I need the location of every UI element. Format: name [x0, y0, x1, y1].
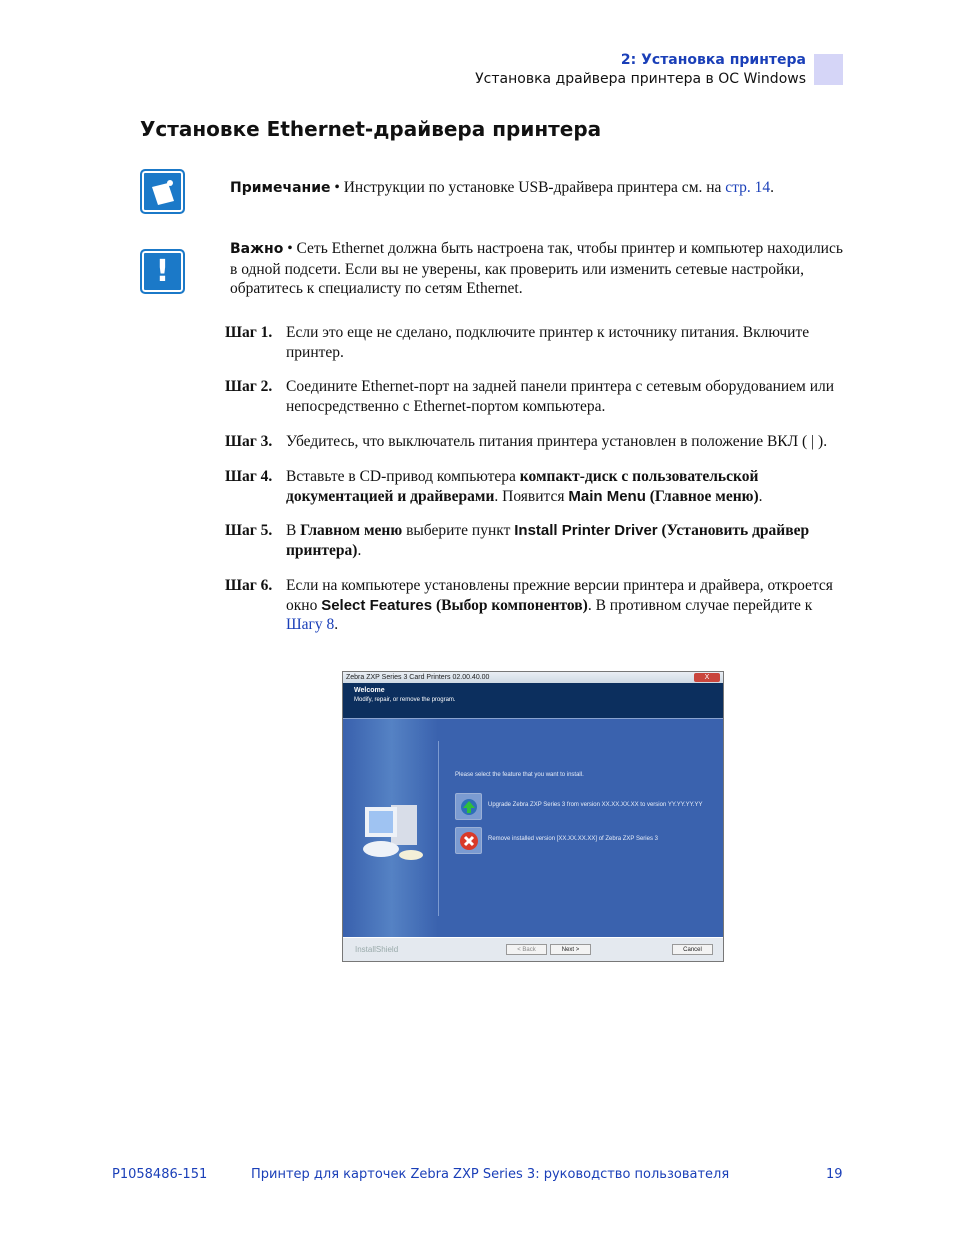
important-label: Важно — [230, 241, 284, 257]
step-text: Соедините Ethernet-порт на задней панели принтера с сетевым оборудованием или непосредственно с Ethernet-портом компьютера. — [286, 378, 835, 415]
important-text: • Сеть Ethernet должна быть настроена так, чтобы принтер и компьютер находились в одной подсети. Если вы не уверены, как проверить или изменить сетевые настройки, обратитесь к специалисту по сетям Ethernet. — [230, 240, 843, 297]
dialog-prompt: Please select the feature that you want to install. — [455, 772, 584, 778]
step-3 — [225, 432, 845, 452]
step-number: Шаг 6. — [225, 577, 273, 594]
green-arrow-up-icon — [461, 799, 477, 815]
note-end: . — [770, 179, 775, 196]
step-number: Шаг 1. — [225, 324, 273, 341]
close-icon: X — [694, 673, 720, 682]
upgrade-option-label[interactable]: Upgrade Zebra ZXP Series 3 from version XX.XX.XX.XX to version YY.YY.YY.YY — [488, 802, 703, 808]
step-text: В Главном меню выберите пункт Install Printer Driver (Установить драйвер принтера). — [286, 522, 810, 559]
page-title: Установке Ethernet-драйвера принтера — [140, 117, 602, 141]
red-x-icon — [459, 831, 479, 851]
dialog-heading: Welcome — [354, 687, 385, 694]
page-link[interactable]: стр. 14 — [725, 179, 771, 196]
step-1 — [225, 323, 845, 362]
computer-icon — [361, 797, 425, 867]
step-4 — [225, 467, 845, 506]
note-icon — [140, 169, 185, 214]
upgrade-button[interactable] — [455, 793, 482, 820]
note-label: Примечание — [230, 180, 331, 196]
chapter-header: 2: Установка принтера — [620, 52, 806, 68]
remove-button[interactable] — [455, 827, 482, 854]
header-tab-marker — [814, 54, 843, 85]
step-8-link[interactable]: Шагу 8 — [286, 616, 335, 633]
cancel-button[interactable]: Cancel — [672, 944, 713, 955]
note-paragraph — [230, 178, 845, 199]
step-text: Убедитесь, что выключатель питания принтера установлен в положение ВКЛ ( | ). — [286, 433, 828, 450]
note-text: • Инструкции по установке USB-драйвера принтера см. на — [334, 179, 726, 196]
important-icon: ! — [140, 249, 185, 294]
step-number: Шаг 5. — [225, 522, 273, 539]
remove-option-label[interactable]: Remove installed version [XX.XX.XX.XX] of Zebra ZXP Series 3 — [488, 836, 658, 842]
step-text: Если на компьютере установлены прежние версии принтера и драйвера, откроется окно Select Features (Выбор компонентов). В противном случае перейдите к Шагу 8. — [286, 577, 833, 633]
step-6 — [225, 576, 845, 635]
page-number: 19 — [826, 1167, 843, 1182]
dialog-subheading: Modify, repair, or remove the program. — [354, 697, 456, 703]
footer-doc-number: P1058486-151 — [112, 1167, 208, 1182]
important-paragraph — [230, 239, 845, 299]
installshield-brand: InstallShield — [355, 945, 399, 954]
step-5 — [225, 521, 845, 560]
step-text: Если это еще не сделано, подключите принтер к источнику питания. Включите принтер. — [286, 324, 810, 361]
footer-title: Принтер для карточек Zebra ZXP Series 3: руководство пользователя — [251, 1167, 730, 1182]
step-number: Шаг 4. — [225, 468, 273, 485]
next-button[interactable]: Next > — [550, 944, 591, 955]
dialog-title: Zebra ZXP Series 3 Card Printers 02.00.40.00 — [346, 674, 490, 681]
back-button[interactable]: < Back — [506, 944, 547, 955]
step-number: Шаг 3. — [225, 433, 273, 450]
step-text: Вставьте в CD-привод компьютера компакт-диск с пользовательской документацией и драйверами. Появится Main Menu (Главное меню). — [286, 468, 763, 505]
installer-screenshot — [342, 671, 724, 962]
step-2 — [225, 377, 845, 416]
section-header: Установка драйвера принтера в ОС Windows — [475, 71, 806, 87]
step-number: Шаг 2. — [225, 378, 273, 395]
